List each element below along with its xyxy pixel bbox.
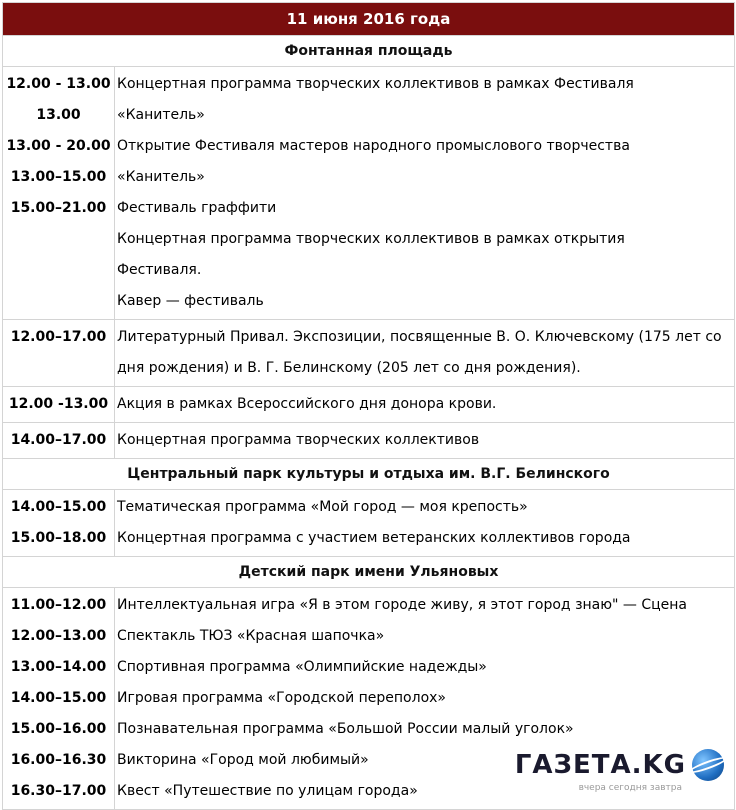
time-label: 15.00–16.00 — [10, 721, 107, 737]
event-text: Спектакль ТЮЗ «Красная шапочка» — [117, 628, 385, 644]
table-row — [3, 387, 735, 423]
event-text: «Канитель» — [117, 169, 205, 185]
time-cell — [3, 320, 115, 387]
time-label: 13.00 - 20.00 — [6, 138, 111, 154]
time-label: 14.00–15.00 — [10, 499, 107, 515]
event-cell — [115, 490, 735, 557]
event-cell — [115, 67, 735, 320]
time-label: 14.00–15.00 — [10, 690, 107, 706]
table-row — [3, 423, 735, 459]
time-label: 12.00 -13.00 — [8, 396, 109, 412]
time-label: 12.00–13.00 — [10, 628, 107, 644]
event-cell — [115, 320, 735, 387]
time-label: 13.00–14.00 — [10, 659, 107, 675]
watermark-name: ГАЗЕТА.KG — [514, 750, 686, 780]
event-text: Познавательная программа «Большой России малый уголок» — [117, 721, 574, 737]
time-label: 14.00–17.00 — [10, 432, 107, 448]
time-cell — [3, 423, 115, 459]
globe-icon — [692, 749, 724, 781]
time-cell — [3, 387, 115, 423]
event-text: Игровая программа «Городской переполох» — [117, 690, 446, 706]
event-text: Акция в рамках Всероссийского дня донора крови. — [117, 396, 497, 412]
time-cell — [3, 490, 115, 557]
event-text: Тематическая программа «Мой город — моя крепость» — [117, 499, 528, 515]
venue-title: Центральный парк культуры и отдыха им. В.Г. Белинского — [3, 459, 735, 490]
schedule-table — [2, 2, 735, 810]
time-label: 13.00–15.00 — [10, 169, 107, 185]
venue-header-row — [3, 557, 735, 588]
table-row — [3, 67, 735, 320]
table-row — [3, 320, 735, 387]
time-label: 15.00–18.00 — [10, 530, 107, 546]
date-header: 11 июня 2016 года — [3, 3, 735, 36]
venue-header-row — [3, 36, 735, 67]
event-text: Концертная программа с участием ветеранских коллективов города — [117, 530, 631, 546]
event-text: Концертная программа творческих коллективов — [117, 432, 480, 448]
time-label: 15.00–21.00 — [10, 200, 107, 216]
event-text: Открытие Фестиваля мастеров народного промыслового творчества — [117, 138, 630, 154]
watermark-tagline: вчера сегодня завтра — [578, 783, 682, 793]
venue-title: Детский парк имени Ульяновых — [3, 557, 735, 588]
venue-header-row — [3, 459, 735, 490]
time-label: 12.00–17.00 — [10, 329, 107, 345]
time-label: 16.30–17.00 — [10, 783, 107, 799]
event-text: Кавер — фестиваль — [117, 293, 264, 309]
watermark-logo — [514, 749, 724, 793]
event-text: Фестиваль граффити — [117, 200, 277, 216]
venue-title: Фонтанная площадь — [3, 36, 735, 67]
event-text: Концертная программа творческих коллективов в рамках Фестиваля — [117, 76, 634, 92]
event-text: Концертная программа творческих коллективов в рамках открытия Фестиваля. — [117, 231, 625, 278]
time-label: 16.00–16.30 — [10, 752, 107, 768]
table-row — [3, 490, 735, 557]
time-label: 12.00 - 13.00 — [6, 76, 111, 92]
event-text: Спортивная программа «Олимпийские надежды» — [117, 659, 487, 675]
date-header-row — [3, 3, 735, 36]
time-label: 13.00 — [36, 107, 81, 123]
event-text: Викторина «Город мой любимый» — [117, 752, 369, 768]
time-label: 11.00–12.00 — [10, 597, 107, 613]
event-text: «Канитель» — [117, 107, 205, 123]
event-cell — [115, 387, 735, 423]
event-cell — [115, 423, 735, 459]
time-cell — [3, 67, 115, 320]
event-text: Интеллектуальная игра «Я в этом городе живу, я этот город знаю" — Сцена — [117, 597, 688, 613]
event-text: Квест «Путешествие по улицам города» — [117, 783, 418, 799]
event-text: Литературный Привал. Экспозиции, посвященные В. О. Ключевскому (175 лет со дня рождения) и В. Г. Белинскому (205 лет со дня рождения). — [117, 329, 722, 376]
time-cell — [3, 588, 115, 810]
